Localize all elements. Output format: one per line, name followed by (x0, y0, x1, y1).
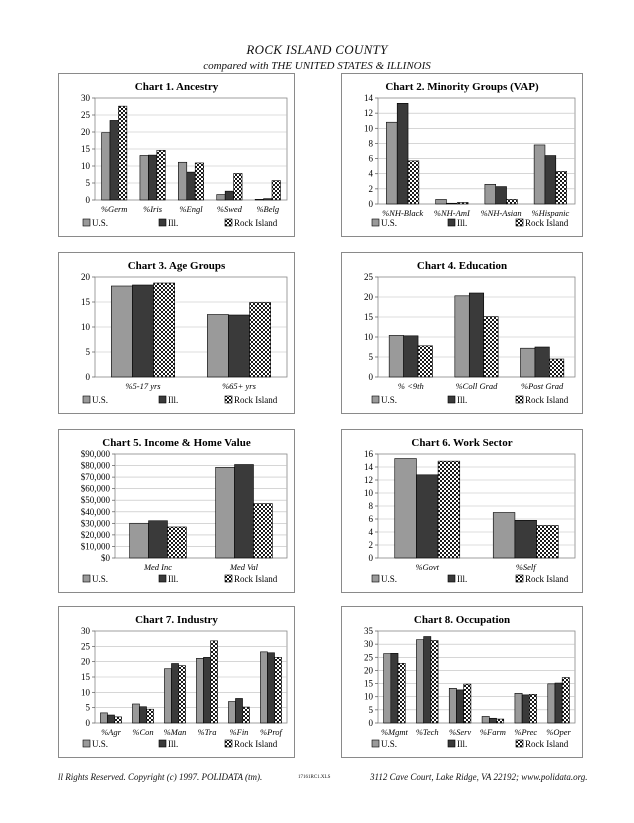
y-tick-label: 5 (85, 178, 90, 188)
bar-u-s-oper (548, 684, 555, 723)
legend-swatch-ill (448, 740, 455, 747)
y-tick-label: 30 (364, 639, 373, 650)
bar-u-s-nh-asian (485, 184, 496, 204)
y-tick-label: 30 (81, 93, 90, 103)
chart-title: Chart 3. Age Groups (127, 260, 226, 272)
y-tick-label: 15 (81, 297, 90, 307)
bar-u-s-prof (260, 652, 267, 723)
legend-label-rock-island: Rock Island (525, 739, 569, 749)
plot-area (378, 631, 575, 723)
x-tick-label: Med Val (229, 562, 259, 572)
x-tick-label: %Prof (260, 727, 282, 737)
y-tick-label: 0 (85, 372, 90, 382)
y-tick-label: 14 (364, 93, 373, 103)
x-tick-label: %Oper (546, 727, 571, 737)
legend-swatch-u-s (83, 396, 90, 403)
bar-ill-man (171, 664, 178, 723)
y-tick-label: 10 (81, 687, 90, 698)
bar-ill-nh-asian (496, 187, 507, 204)
bar-u-s-fin (228, 702, 235, 723)
bar-ill-farm (489, 718, 496, 723)
legend-label-rock-island: Rock Island (525, 574, 569, 584)
y-tick-label: 10 (364, 123, 373, 134)
y-tick-label: $50,000 (80, 495, 110, 506)
bar-ill-iris (148, 155, 156, 200)
bar-ill-tra (203, 657, 210, 723)
legend-swatch-rock-island (225, 396, 232, 403)
bar-u-s-9th (389, 335, 403, 377)
bar-u-s-hispanic (534, 145, 545, 204)
legend-swatch-ill (159, 396, 166, 403)
y-tick-label: 15 (81, 144, 90, 154)
y-tick-label: 2 (368, 540, 373, 550)
x-tick-label: %Germ (100, 204, 128, 214)
x-tick-label: %NH-AmI (433, 208, 470, 218)
y-tick-label: 25 (364, 272, 373, 282)
x-tick-label: %Govt (415, 562, 440, 572)
bar-u-s-mgmt (384, 654, 391, 723)
bar-rock-island-germ (118, 106, 126, 200)
x-tick-label: %Con (132, 727, 154, 737)
legend-label-u-s: U.S. (92, 395, 109, 405)
bar-u-s-tra (196, 658, 203, 723)
bar-rock-island-self (537, 526, 559, 559)
y-tick-label: 12 (364, 108, 373, 119)
legend-swatch-rock-island (516, 219, 523, 226)
y-tick-label: 20 (364, 292, 373, 302)
chart-3-age-groups (58, 252, 295, 414)
y-tick-label: 15 (364, 678, 373, 689)
bar-ill-serv (456, 690, 463, 723)
bar-ill-prof (267, 653, 274, 723)
y-tick-label: 25 (81, 110, 90, 120)
x-tick-label: %NH-Black (382, 208, 424, 218)
x-tick-label: %Tech (415, 727, 439, 737)
bar-ill-nh-black (397, 103, 408, 204)
y-tick-label: $90,000 (80, 449, 110, 459)
bar-rock-island-65-yrs (250, 303, 271, 378)
y-tick-label: 8 (368, 138, 373, 149)
x-tick-label: %NH-Asian (480, 208, 522, 218)
bar-u-s-govt (395, 459, 417, 558)
legend-swatch-rock-island (516, 740, 523, 747)
bar-u-s-prec (515, 693, 522, 723)
y-tick-label: 25 (81, 641, 90, 652)
bar-u-s-belg (255, 199, 263, 200)
y-tick-label: $60,000 (80, 483, 110, 494)
legend-label-u-s: U.S. (381, 739, 398, 749)
legend-label-u-s: U.S. (381, 574, 398, 584)
legend-swatch-u-s (83, 740, 90, 747)
x-tick-label: %65+ yrs (222, 381, 256, 391)
bar-rock-island-swed (234, 173, 242, 200)
legend-swatch-u-s (83, 219, 90, 226)
bar-ill-govt (416, 475, 438, 558)
legend-label-rock-island: Rock Island (234, 739, 278, 749)
x-tick-label: %Man (163, 727, 187, 737)
legend-label-rock-island: Rock Island (525, 218, 569, 228)
bar-u-s-nh-ami (436, 199, 447, 204)
footer-address: 3112 Cave Court, Lake Ridge, VA 22192; www.polidata.org. (370, 772, 588, 782)
bar-ill-prec (522, 695, 529, 723)
legend-swatch-rock-island (225, 575, 232, 582)
y-tick-label: 14 (364, 462, 373, 472)
y-tick-label: $30,000 (80, 518, 110, 529)
bar-rock-island-fin (243, 707, 250, 723)
y-tick-label: 16 (364, 449, 373, 459)
y-tick-label: 12 (364, 475, 373, 485)
bar-ill-nh-ami (446, 203, 457, 204)
bar-rock-island-post-grad (549, 359, 563, 377)
bar-u-s-engl (178, 162, 186, 200)
chart-svg (342, 253, 582, 413)
bar-ill-9th (404, 336, 418, 377)
y-tick-label: 20 (81, 656, 90, 667)
bar-rock-island-engl (195, 163, 203, 200)
bar-rock-island-tech (431, 640, 438, 723)
bar-ill-med-val (235, 465, 254, 558)
bar-rock-island-prec (529, 694, 536, 723)
bar-u-s-iris (140, 155, 148, 200)
chart-title: Chart 8. Occupation (413, 614, 511, 626)
y-tick-label: 10 (81, 161, 90, 171)
bar-ill-self (515, 520, 537, 558)
chart-title: Chart 6. Work Sector (411, 437, 513, 449)
chart-title: Chart 1. Ancestry (134, 81, 219, 93)
page-title: ROCK ISLAND COUNTY (246, 42, 388, 57)
y-tick-label: 10 (81, 322, 90, 332)
x-tick-label: %Post Grad (521, 381, 564, 391)
bar-rock-island-med-val (253, 504, 272, 558)
x-tick-label: %5-17 yrs (125, 381, 161, 391)
legend-swatch-rock-island (516, 396, 523, 403)
x-tick-label: %Agr (101, 727, 121, 737)
footer-file-code: 17161RC1.XLS (298, 775, 331, 780)
bar-ill-germ (110, 120, 118, 200)
bar-ill-coll-grad (469, 293, 483, 377)
legend-label-ill: Ill. (457, 739, 468, 749)
chart-svg (59, 607, 294, 757)
y-tick-label: 5 (368, 704, 373, 715)
y-tick-label: 5 (85, 702, 90, 713)
y-tick-label: 4 (368, 527, 373, 537)
bar-rock-island-con (147, 709, 154, 723)
y-tick-label: 8 (368, 501, 373, 511)
y-tick-label: 5 (85, 347, 90, 357)
legend-label-ill: Ill. (457, 574, 468, 584)
bar-ill-med-inc (149, 521, 168, 558)
legend-label-rock-island: Rock Island (234, 218, 278, 228)
bar-u-s-coll-grad (455, 296, 469, 377)
chart-title: Chart 5. Income & Home Value (102, 437, 251, 449)
y-tick-label: 0 (368, 718, 373, 728)
y-tick-label: 4 (368, 168, 373, 179)
bar-u-s-farm (482, 716, 489, 723)
y-tick-label: 6 (368, 514, 373, 524)
legend-swatch-ill (448, 575, 455, 582)
legend-swatch-u-s (372, 396, 379, 403)
y-tick-label: 0 (368, 553, 373, 563)
legend-label-ill: Ill. (168, 218, 179, 228)
bar-ill-post-grad (535, 347, 549, 377)
page-subtitle: compared with THE UNITED STATES & ILLINOIS (203, 60, 431, 72)
chart-4-education (341, 252, 583, 414)
x-tick-label: %Engl (179, 204, 203, 214)
x-tick-label: %Serv (448, 727, 472, 737)
chart-svg (342, 74, 582, 236)
x-tick-label: %Coll Grad (455, 381, 498, 391)
chart-title: Chart 7. Industry (135, 614, 218, 626)
y-tick-label: 0 (368, 199, 373, 209)
bar-rock-island-hispanic (556, 171, 567, 204)
y-tick-label: 20 (364, 665, 373, 676)
bar-rock-island-oper (562, 678, 569, 723)
x-tick-label: %Farm (479, 727, 506, 737)
page-header (0, 42, 634, 72)
bar-ill-hispanic (545, 156, 556, 204)
legend-label-ill: Ill. (168, 395, 179, 405)
bar-u-s-man (164, 669, 171, 723)
legend-swatch-rock-island (516, 575, 523, 582)
bar-ill-agr (107, 715, 114, 723)
legend-label-u-s: U.S. (92, 739, 109, 749)
bar-u-s-5-17-yrs (111, 286, 132, 377)
bar-rock-island-nh-asian (507, 199, 518, 204)
legend-swatch-u-s (372, 575, 379, 582)
y-tick-label: 0 (85, 718, 90, 728)
bar-ill-oper (555, 683, 562, 723)
x-tick-label: %Swed (216, 204, 242, 214)
bar-rock-island-belg (272, 181, 280, 200)
legend-swatch-u-s (83, 575, 90, 582)
x-tick-label: % <9th (397, 381, 424, 391)
chart-svg (59, 253, 294, 413)
chart-svg (342, 607, 582, 757)
legend-swatch-u-s (372, 740, 379, 747)
legend-swatch-u-s (372, 219, 379, 226)
bar-ill-belg (264, 199, 272, 200)
bar-rock-island-tra (211, 641, 218, 723)
x-tick-label: %Prec (514, 727, 538, 737)
y-tick-label: 6 (368, 153, 373, 164)
x-tick-label: %Mgmt (380, 727, 408, 737)
y-tick-label: 25 (364, 652, 373, 663)
bar-rock-island-nh-ami (457, 202, 468, 204)
bar-ill-tech (424, 637, 431, 723)
bar-ill-swed (225, 191, 233, 200)
bar-rock-island-med-inc (167, 527, 186, 558)
legend-label-u-s: U.S. (92, 218, 109, 228)
y-tick-label: $20,000 (80, 529, 110, 540)
y-tick-label: 0 (85, 195, 90, 205)
bar-ill-fin (235, 698, 242, 723)
x-tick-label: %Fin (229, 727, 249, 737)
chart-8-occupation (341, 606, 583, 758)
y-tick-label: $0 (101, 553, 110, 563)
legend-label-rock-island: Rock Island (234, 395, 278, 405)
bar-rock-island-govt (438, 461, 460, 558)
bar-u-s-con (132, 704, 139, 723)
y-tick-label: 10 (364, 488, 373, 498)
legend-label-u-s: U.S. (92, 574, 109, 584)
chart-7-industry (58, 606, 295, 758)
legend-label-ill: Ill. (457, 395, 468, 405)
bar-u-s-65-yrs (207, 315, 228, 378)
legend-swatch-rock-island (225, 740, 232, 747)
bar-rock-island-mgmt (398, 663, 405, 723)
legend-swatch-rock-island (225, 219, 232, 226)
y-tick-label: 10 (364, 691, 373, 702)
y-tick-label: 35 (364, 626, 373, 636)
x-tick-label: %Hispanic (531, 208, 570, 218)
y-tick-label: 30 (81, 626, 90, 636)
y-tick-label: 20 (81, 127, 90, 137)
legend-label-rock-island: Rock Island (234, 574, 278, 584)
chart-6-work-sector (341, 429, 583, 593)
bar-rock-island-9th (418, 346, 432, 377)
chart-svg (342, 430, 582, 592)
y-tick-label: 0 (368, 372, 373, 382)
bar-u-s-serv (449, 688, 456, 723)
legend-swatch-ill (159, 219, 166, 226)
bar-u-s-germ (102, 133, 110, 200)
x-tick-label: %Tra (197, 727, 217, 737)
footer-copyright: ll Rights Reserved. Copyright (c) 1997. POLIDATA (tm). (58, 772, 263, 782)
bar-u-s-post-grad (520, 348, 534, 377)
chart-2-minority-groups (341, 73, 583, 237)
bar-rock-island-farm (497, 719, 504, 723)
chart-svg (59, 430, 294, 592)
legend-label-ill: Ill. (168, 739, 179, 749)
bar-u-s-nh-black (386, 122, 397, 204)
chart-1-ancestry (58, 73, 295, 237)
bar-u-s-self (493, 513, 515, 559)
chart-5-income-home-value (58, 429, 295, 593)
bar-ill-5-17-yrs (132, 285, 153, 377)
y-tick-label: 5 (368, 352, 373, 362)
y-tick-label: 2 (368, 183, 373, 194)
legend-label-ill: Ill. (168, 574, 179, 584)
bar-rock-island-coll-grad (484, 317, 498, 377)
bar-u-s-swed (217, 195, 225, 200)
legend-label-rock-island: Rock Island (525, 395, 569, 405)
bar-rock-island-serv (464, 684, 471, 723)
legend-swatch-ill (448, 219, 455, 226)
bar-rock-island-5-17-yrs (154, 283, 175, 377)
bar-rock-island-nh-black (408, 161, 419, 204)
legend-label-u-s: U.S. (381, 218, 398, 228)
legend-swatch-ill (448, 396, 455, 403)
bar-ill-engl (187, 172, 195, 200)
bar-ill-65-yrs (228, 315, 249, 377)
bar-ill-mgmt (391, 653, 398, 723)
chart-title: Chart 2. Minority Groups (VAP) (385, 81, 539, 93)
y-tick-label: $40,000 (80, 506, 110, 517)
chart-svg (59, 74, 294, 236)
y-tick-label: 10 (364, 332, 373, 342)
bar-ill-con (139, 707, 146, 723)
x-tick-label: %Belg (256, 204, 280, 214)
y-tick-label: 15 (81, 672, 90, 682)
x-tick-label: %Self (515, 562, 536, 572)
y-tick-label: $10,000 (80, 541, 110, 552)
legend-swatch-ill (159, 575, 166, 582)
bar-u-s-agr (100, 713, 107, 723)
legend-label-ill: Ill. (457, 218, 468, 228)
bar-u-s-tech (416, 640, 423, 723)
y-tick-label: 20 (81, 272, 90, 282)
y-tick-label: $80,000 (80, 460, 110, 471)
bar-u-s-med-val (216, 467, 235, 558)
bar-rock-island-man (179, 666, 186, 723)
chart-title: Chart 4. Education (416, 260, 508, 272)
bar-rock-island-iris (157, 150, 165, 200)
y-tick-label: $70,000 (80, 472, 110, 483)
x-tick-label: Med Inc (143, 562, 173, 572)
bar-u-s-med-inc (130, 523, 149, 558)
legend-swatch-ill (159, 740, 166, 747)
bar-rock-island-agr (115, 717, 122, 723)
y-tick-label: 15 (364, 312, 373, 322)
x-tick-label: %Iris (143, 204, 163, 214)
legend-label-u-s: U.S. (381, 395, 398, 405)
bar-rock-island-prof (275, 657, 282, 723)
